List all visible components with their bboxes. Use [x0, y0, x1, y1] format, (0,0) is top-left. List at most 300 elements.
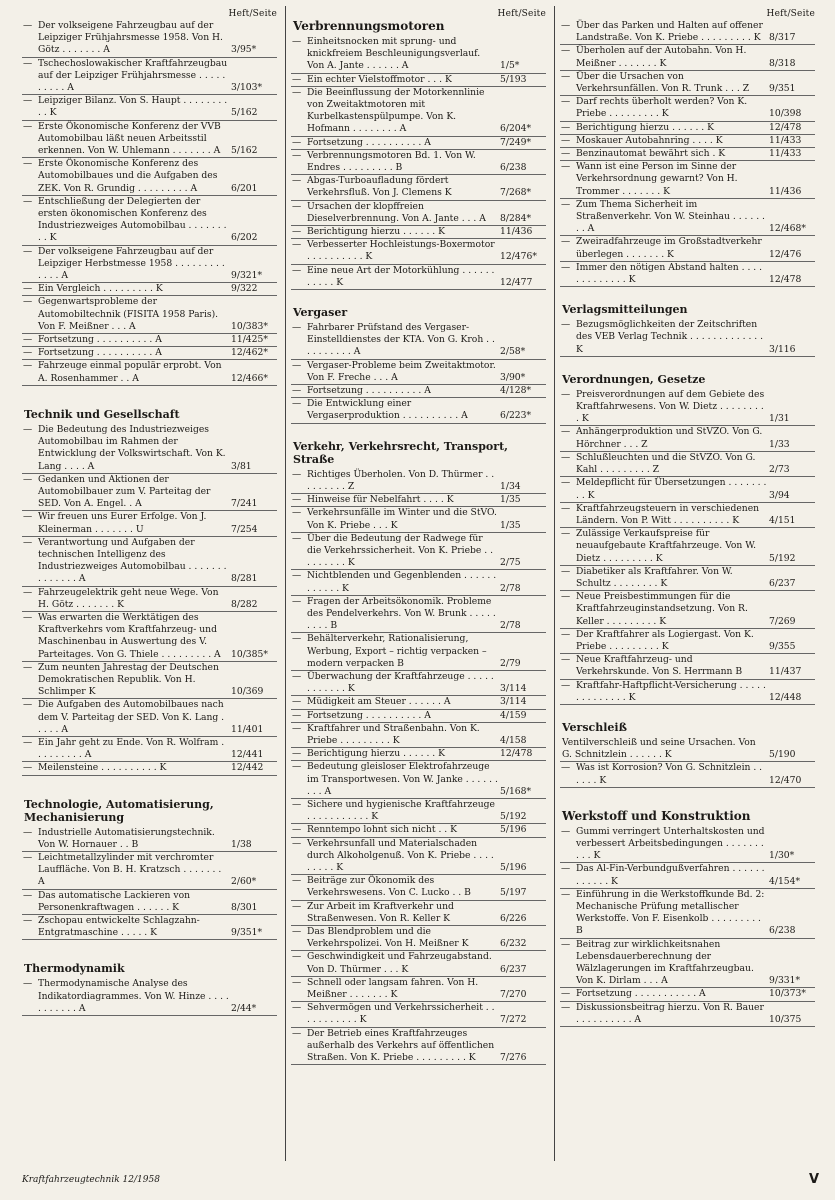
index-entry	[22, 662, 277, 700]
index-entry	[22, 587, 277, 612]
index-entry	[560, 426, 815, 451]
entry-title: Meldepflicht für Übersetzungen . . . . . . . . . K	[576, 477, 767, 501]
entry-title: Zschopau entwickelte Schlagzahn-Entgratmaschine . . . . . K	[38, 915, 200, 939]
entry-title: Diskussionsbeitrag hierzu. Von R. Bauer . . . . . . . . . . A	[576, 1001, 764, 1025]
entry-dash: —	[292, 709, 302, 721]
index-entry	[291, 1002, 546, 1027]
entry-dash: —	[292, 748, 302, 760]
index-entry	[560, 939, 815, 989]
index-entry	[291, 951, 546, 976]
entry-issue-page: 12/477	[500, 276, 533, 288]
entry-dash: —	[23, 347, 33, 359]
entry-dash: —	[23, 915, 33, 926]
index-entry	[560, 654, 815, 679]
column-divider	[554, 6, 555, 1161]
entry-title: Der volkseigene Fahrzeugbau auf der Leipziger Herbstmesse 1958 . . . . . . . . . . . . . A	[38, 245, 225, 282]
entry-issue-page: 6/232	[500, 938, 527, 950]
entry-title: Fortsetzung . . . . . . . . . . A	[307, 385, 431, 397]
index-entry	[22, 474, 277, 512]
entry-dash: —	[292, 798, 302, 810]
entry-issue-page: 1/33	[769, 438, 790, 450]
entry-issue-page: 12/478	[769, 274, 802, 286]
entry-title: Moskauer Autobahnring . . . . K	[576, 134, 723, 146]
entry-title: Kraftfahr-Haftpflicht-Versicherung . . . . . . . . . . . . . . K	[576, 679, 766, 703]
index-entry	[22, 360, 277, 385]
entry-dash: —	[23, 826, 33, 838]
entry-issue-page: 6/202	[231, 232, 258, 244]
index-entry	[291, 696, 546, 709]
entry-dash: —	[561, 236, 571, 248]
section-gap	[560, 788, 815, 810]
entry-dash: —	[292, 900, 302, 912]
section-gap	[560, 287, 815, 303]
entry-dash: —	[23, 20, 33, 31]
index-entry	[291, 137, 546, 150]
index-entry	[22, 915, 277, 940]
entry-dash: —	[23, 473, 33, 485]
entry-title: Die Bedeutung des Industriezweiges Automobilbau im Rahmen der Entwicklung der Volkswirtschaft. Von K. Lang . . . . A	[38, 423, 226, 472]
entry-dash: —	[292, 398, 302, 410]
entry-title: Die Entwicklung einer Vergaserproduktion . . . . . . . . . . A	[307, 398, 468, 422]
entry-issue-page: 9/322	[231, 283, 258, 295]
entry-dash: —	[292, 670, 302, 682]
entry-dash: —	[23, 283, 33, 295]
entry-dash: —	[561, 70, 571, 82]
entry-issue-page: 10/373*	[769, 988, 806, 1000]
entry-issue-page: 8/301	[231, 901, 258, 913]
entry-title: Müdigkeit am Steuer . . . . . . A	[307, 696, 451, 708]
entry-title: Fragen der Arbeitsökonomik. Probleme des Pendelverkehrs. Von W. Brunk . . . . . . . . . B	[307, 595, 496, 632]
index-column-2	[291, 8, 546, 1158]
entry-title: Erste Ökonomische Konferenz des Automobilbaues und die Aufgaben des ZEK. Von R. Grundig . . . . . . . . . A	[38, 158, 218, 194]
section-gap	[22, 386, 277, 408]
entry-dash: —	[292, 264, 302, 276]
entry-title: Geschwindigkeit und Fahrzeugabstand. Von D. Thürmer . . . K	[307, 951, 492, 975]
entry-issue-page: 5/196	[500, 824, 527, 836]
entry-issue-page: 11/436	[500, 226, 533, 238]
entry-issue-page: 12/470	[769, 774, 802, 786]
entry-title: Tschechoslowakischer Kraftfahrzeugbau auf der Leipziger Frühjahrsmesse . . . . . . . . . . A	[38, 57, 228, 94]
entry-title: Sehvermögen und Verkehrssicherheit . . . . . . . . . . . K	[307, 1002, 495, 1026]
entry-dash: —	[23, 661, 33, 673]
index-entry	[291, 671, 546, 696]
entry-dash: —	[23, 296, 33, 308]
entry-dash: —	[292, 239, 302, 251]
entry-title: Überwachung der Kraftfahrzeuge . . . . . . . . . . . . K	[307, 670, 494, 695]
index-column-3	[560, 8, 815, 1158]
entry-title: Darf rechts überholt werden? Von K. Priebe . . . . . . . . . K	[576, 96, 748, 120]
entry-issue-page: 6/223*	[500, 410, 532, 422]
entry-dash: —	[292, 468, 302, 480]
entry-title: Was erwarten die Werktätigen des Kraftverkehrs vom Kraftfahrzeug- und Maschinenbau in Auswertung des V. Parteitages. Von G. Thiele . . . . . . . . . A	[38, 611, 221, 660]
entry-dash: —	[292, 136, 302, 148]
index-entry	[560, 591, 815, 629]
entry-dash: —	[561, 591, 571, 603]
entry-title: Über die Ursachen von Verkehrsunfällen. Von R. Trunk . . . Z	[576, 70, 750, 95]
column-divider	[285, 6, 286, 1161]
entry-issue-page: 12/462*	[231, 347, 268, 359]
entry-dash: —	[23, 158, 33, 170]
entry-title: Fahrzeuge einmal populär erprobt. Von A. Rosenhammer . . A	[38, 360, 222, 384]
index-entry	[291, 824, 546, 837]
index-entry	[22, 852, 277, 890]
index-entry	[560, 826, 815, 864]
entry-issue-page: 6/237	[500, 963, 527, 975]
entry-dash: —	[561, 426, 571, 438]
entry-issue-page: 7/270	[500, 989, 527, 1001]
index-entry	[560, 199, 815, 237]
entry-issue-page: 3/103*	[231, 82, 263, 94]
entry-dash: —	[561, 451, 571, 463]
entry-dash: —	[292, 722, 302, 734]
entry-issue-page: 1/30*	[769, 850, 795, 862]
entry-issue-page: 5/192	[769, 552, 796, 564]
entry-title: Berichtigung hierzu . . . . . . K	[307, 748, 446, 760]
entry-title: Leichtmetallzylinder mit verchromter Lauffläche. Von B. H. Kratzsch . . . . . . . A	[38, 851, 222, 888]
entry-title: Einheitsnocken mit sprung- und knickfreiem Beschleunigungsverlauf. Von A. Jante . . . . . . A	[307, 36, 481, 72]
index-entry	[22, 95, 277, 120]
index-entry	[22, 347, 277, 360]
entry-title: Die Beeinflussung der Motorkennlinie von Zweitaktmotoren mit Kurbelkastenspülpumpe. Von K. Hofmann . . . . . . . . A	[307, 86, 485, 135]
entry-issue-page: 2/75	[500, 557, 521, 569]
index-entry	[291, 901, 546, 926]
column-header: Heft/Seite	[228, 9, 277, 19]
entry-title: Schnell oder langsam fahren. Von H. Meißner . . . . . . . K	[307, 976, 479, 1001]
entry-title: Der Betrieb eines Kraftfahrzeuges außerhalb des Verkehrs auf öffentlichen Straßen. Von K. Priebe . . . . . . . . . K	[307, 1027, 495, 1064]
index-entry	[22, 762, 277, 775]
entry-title: Anhängerproduktion und StVZO. Von G. Hörchner . . . Z	[576, 426, 763, 450]
index-entry	[291, 570, 546, 595]
section-heading: Verbrennungsmotoren	[293, 19, 445, 33]
entry-issue-page: 8/281	[231, 573, 258, 585]
entry-issue-page: 12/476	[769, 248, 802, 260]
entry-issue-page: 7/276	[500, 1052, 527, 1064]
entry-dash: —	[561, 888, 571, 900]
index-entry	[560, 262, 815, 287]
index-entry	[291, 398, 546, 423]
entry-dash: —	[561, 825, 571, 837]
entry-title: Gegenwartsprobleme der Automobiltechnik (FISITA 1958 Paris). Von F. Meißner . . . A	[38, 296, 219, 332]
entry-dash: —	[292, 175, 302, 187]
entry-title: Sichere und hygienische Kraftfahrzeuge . . . . . . . . . . . K	[307, 798, 495, 823]
entry-title: Das Al-Fin-Verbundgußverfahren . . . . . . . . . . . . K	[576, 863, 765, 887]
entry-title: Zum neunten Jahrestag der Deutschen Demokratischen Republik. Von H. Schlimper K	[38, 661, 219, 698]
entry-dash: —	[292, 761, 302, 773]
entry-title: Verbrennungsmotoren Bd. 1. Von W. Endres . . . . . . . . . B	[307, 149, 476, 174]
entry-title: Preisverordnungen auf dem Gebiete des Kraftfahrwesens. Von W. Dietz . . . . . . . . . K	[576, 388, 765, 425]
entry-title: Bedeutung gleisloser Elektrofahrzeuge im Transportwesen. Von W. Janke . . . . . . . . . A	[307, 761, 498, 797]
index-entry	[291, 838, 546, 876]
section-gap	[22, 940, 277, 962]
entry-title: Ein Vergleich . . . . . . . . . K	[38, 283, 163, 295]
entry-title: Ein echter Vielstoffmotor . . . K	[307, 73, 452, 85]
entry-title: Hinweise für Nebelfahrt . . . . K	[307, 494, 454, 506]
index-entry	[291, 322, 546, 360]
entry-issue-page: 1/35	[500, 519, 521, 531]
index-entry	[560, 680, 815, 705]
index-entry	[291, 201, 546, 226]
entry-issue-page: 9/321*	[231, 270, 263, 282]
entry-issue-page: 11/437	[769, 666, 802, 678]
entry-title: Behälterverkehr, Rationalisierung, Werbung, Export – richtig verpacken – modern verpacken B	[307, 633, 487, 669]
entry-dash: —	[561, 938, 571, 950]
entry-issue-page: 6/226	[500, 912, 527, 924]
index-entry	[560, 389, 815, 427]
entry-issue-page: 4/151	[769, 514, 796, 526]
entry-dash: —	[23, 195, 33, 207]
index-entry	[22, 612, 277, 662]
entry-dash: —	[23, 120, 33, 132]
entry-dash: —	[561, 261, 571, 273]
entry-title: Wann ist eine Person im Sinne der Verkehrsordnung gewarnt? Von H. Trommer . . . . . . . K	[576, 161, 738, 197]
entry-dash: —	[292, 976, 302, 988]
section-heading: Verordnungen, Gesetze	[562, 372, 706, 386]
entry-title: Zum Thema Sicherheit im Straßenverkehr. Von W. Steinhau . . . . . . . . A	[576, 198, 765, 235]
entry-issue-page: 7/249*	[500, 136, 532, 148]
entry-dash: —	[561, 161, 571, 173]
entry-issue-page: 4/154*	[769, 875, 801, 887]
entry-title: Beiträge zur Ökonomik des Verkehrswesens. Von C. Lucko . . B	[307, 875, 471, 899]
column-header: Heft/Seite	[766, 9, 815, 19]
entry-dash: —	[292, 200, 302, 212]
entry-dash: —	[561, 565, 571, 577]
index-entry	[291, 175, 546, 200]
index-entry	[22, 737, 277, 762]
entry-title: Benzinautomat bewährt sich . K	[576, 148, 726, 160]
index-entry	[291, 385, 546, 398]
entry-title: Kraftfahrzeugsteuern in verschiedenen Ländern. Von P. Witt . . . . . . . . . . K	[576, 502, 760, 526]
entry-dash: —	[561, 988, 571, 1000]
index-entry	[22, 121, 277, 159]
entry-dash: —	[561, 388, 571, 400]
entry-dash: —	[561, 628, 571, 640]
index-entry	[560, 566, 815, 591]
index-entry	[560, 20, 815, 45]
index-entry	[291, 469, 546, 494]
entry-title: Fortsetzung . . . . . . . . . . A	[307, 709, 431, 721]
entry-dash: —	[23, 95, 33, 107]
entry-dash: —	[561, 1001, 571, 1013]
section-gap	[291, 290, 546, 306]
entry-dash: —	[292, 149, 302, 161]
index-entry	[560, 45, 815, 70]
index-entry	[291, 360, 546, 385]
entry-issue-page: 6/201	[231, 182, 258, 194]
index-entry	[560, 122, 815, 135]
entry-dash: —	[561, 148, 571, 160]
entry-dash: —	[292, 494, 302, 506]
entry-dash: —	[561, 198, 571, 210]
entry-dash: —	[561, 134, 571, 146]
index-entry	[291, 265, 546, 290]
entry-title: Über das Parken und Halten auf offener Landstraße. Von K. Priebe . . . . . . . . . K	[576, 20, 763, 44]
entry-dash: —	[292, 86, 302, 98]
index-entry	[22, 334, 277, 347]
index-entry	[560, 503, 815, 528]
entry-title: Meilensteine . . . . . . . . . . K	[38, 762, 167, 774]
entry-title: Kraftfahrer und Straßenbahn. Von K. Priebe . . . . . . . . . K	[307, 722, 480, 746]
index-entry	[22, 246, 277, 284]
entry-issue-page: 8/318	[769, 57, 796, 69]
entry-issue-page: 6/238	[769, 925, 796, 937]
entry-issue-page: 7/241	[231, 498, 258, 510]
entry-dash: —	[292, 507, 302, 519]
index-entry	[22, 296, 277, 334]
entry-title: Thermodynamische Analyse des Indikatordiagrammes. Von W. Hinze . . . . . . . . . . . A	[38, 978, 229, 1014]
section-heading: Thermodynamik	[24, 962, 125, 976]
entry-issue-page: 11/433	[769, 148, 802, 160]
index-entry	[560, 762, 815, 787]
entry-dash: —	[23, 699, 33, 711]
entry-dash: —	[23, 851, 33, 863]
entry-dash: —	[561, 121, 571, 133]
entry-title: Die Aufgaben des Automobilbaues nach dem V. Parteitag der SED. Von K. Lang . . . . . A	[38, 699, 225, 735]
index-entry	[560, 629, 815, 654]
entry-dash: —	[23, 245, 33, 257]
entry-issue-page: 10/398	[769, 108, 802, 120]
entry-issue-page: 1/34	[500, 480, 521, 492]
index-entry	[22, 20, 277, 58]
entry-issue-page: 12/448	[769, 691, 802, 703]
section-gap	[291, 424, 546, 440]
index-entry	[560, 452, 815, 477]
entry-issue-page: 7/268*	[500, 187, 532, 199]
entry-dash: —	[23, 611, 33, 623]
section-heading: Technologie, Automatisierung, Mechanisierung	[24, 797, 214, 824]
journal-footer: Kraftfahrzeugtechnik 12/1958	[22, 1175, 160, 1185]
entry-title: Zur Arbeit im Kraftverkehr und Straßenwesen. Von R. Keller K	[307, 900, 454, 924]
entry-title: Was ist Korrosion? Von G. Schnitzlein . . . . . . K	[576, 762, 763, 786]
index-entry	[22, 511, 277, 536]
entry-issue-page: 11/401	[231, 723, 264, 735]
index-entry	[560, 889, 815, 939]
entry-dash: —	[292, 570, 302, 582]
entry-title: Gedanken und Aktionen der Automobilbauer zum V. Parteitag der SED. Von A. Engel. . A	[38, 473, 211, 510]
entry-issue-page: 11/436	[769, 185, 802, 197]
entry-issue-page: 2/58*	[500, 346, 526, 358]
entry-issue-page: 7/254	[231, 523, 258, 535]
index-entry	[291, 150, 546, 175]
entry-issue-page: 1/38	[231, 838, 252, 850]
entry-dash: —	[292, 73, 302, 85]
entry-issue-page: 1/35	[500, 494, 521, 506]
entry-dash: —	[292, 875, 302, 887]
entry-dash: —	[23, 536, 33, 548]
index-entry	[22, 58, 277, 96]
index-entry	[291, 926, 546, 951]
entry-title: Nichtblenden und Gegenblenden . . . . . . . . . . . . K	[307, 570, 497, 594]
entry-issue-page: 3/90*	[500, 371, 526, 383]
entry-issue-page: 8/317	[769, 32, 796, 44]
section-gap	[22, 776, 277, 798]
page-number: V	[808, 1172, 819, 1187]
index-entry	[291, 761, 546, 799]
entry-title: Fortsetzung . . . . . . . . . . A	[307, 136, 431, 148]
index-entry	[560, 863, 815, 888]
entry-issue-page: 6/204*	[500, 123, 532, 135]
entry-title: Berichtigung hierzu . . . . . . K	[307, 226, 446, 238]
entry-issue-page: 9/351	[769, 83, 796, 95]
entry-issue-page: 5/193	[500, 73, 527, 85]
entry-issue-page: 9/331*	[769, 975, 801, 987]
index-entry	[560, 71, 815, 96]
index-entry	[22, 196, 277, 246]
entry-dash: —	[561, 863, 571, 875]
index-entry	[560, 737, 815, 762]
section-heading: Vergaser	[293, 306, 348, 320]
index-entry	[291, 74, 546, 87]
index-entry	[22, 424, 277, 474]
entry-issue-page: 12/468*	[769, 223, 806, 235]
entry-title: Fortsetzung . . . . . . . . . . A	[38, 347, 162, 359]
entry-dash: —	[23, 423, 33, 435]
entry-issue-page: 3/114	[500, 696, 527, 708]
index-entry	[291, 1028, 546, 1066]
entry-issue-page: 4/159	[500, 709, 527, 721]
entry-dash: —	[292, 532, 302, 544]
entry-title: Der Kraftfahrer als Logiergast. Von K. Priebe . . . . . . . . . K	[576, 628, 754, 652]
entry-issue-page: 2/73	[769, 464, 790, 476]
entry-title: Schlußleuchten und die StVZO. Von G. Kahl . . . . . . . . . Z	[576, 451, 756, 476]
entry-issue-page: 12/478	[769, 121, 802, 133]
entry-dash: —	[23, 511, 33, 523]
index-entry	[291, 799, 546, 824]
entry-issue-page: 1/31	[769, 413, 790, 425]
entry-issue-page: 3/95*	[231, 44, 257, 56]
entry-title: Eine neue Art der Motorkühlung . . . . . . . . . . . K	[307, 264, 495, 288]
entry-issue-page: 12/476*	[500, 251, 537, 263]
entry-title: Fahrbarer Prüfstand des Vergaser-Einstelldienstes der KTA. Von G. Kroh . . . . . . . . . . A	[307, 322, 495, 358]
index-entry	[22, 158, 277, 196]
entry-title: Immer den nötigen Abstand halten . . . . . . . . . . . . . K	[576, 261, 763, 286]
entry-title: Ein Jahr geht zu Ende. Von R. Wolfram . . . . . . . . . A	[38, 736, 225, 761]
entry-title: Leipziger Bilanz. Von S. Haupt . . . . . . . . . . K	[38, 95, 228, 119]
entry-dash: —	[561, 762, 571, 774]
entry-issue-page: 5/162	[231, 107, 258, 119]
entry-title: Zulässige Verkaufspreise für neuaufgebaute Kraftfahrzeuge. Von W. Dietz . . . . . . . . . K	[576, 528, 756, 564]
index-entry	[291, 494, 546, 507]
entry-issue-page: 11/433	[769, 134, 802, 146]
index-entry	[291, 226, 546, 239]
index-entry	[291, 977, 546, 1002]
index-entry	[22, 978, 277, 1016]
index-entry	[291, 36, 546, 74]
entry-issue-page: 2/78	[500, 620, 521, 632]
entry-issue-page: 6/238	[500, 162, 527, 174]
entry-issue-page: 4/158	[500, 734, 527, 746]
index-entry	[291, 875, 546, 900]
index-entry	[560, 1002, 815, 1027]
entry-title: Erste Ökonomische Konferenz der VVB Automobilbau läßt neuen Arbeitsstil erkennen. Von W. Uhlemann . . . . . . . A	[38, 120, 221, 157]
entry-issue-page: 8/284*	[500, 212, 532, 224]
index-entry	[291, 596, 546, 634]
entry-title: Verkehrsunfälle im Winter und die StVO. Von K. Priebe . . . K	[307, 507, 497, 531]
section-heading: Verschleiß	[562, 720, 627, 734]
entry-title: Diabetiker als Kraftfahrer. Von W. Schultz . . . . . . . . K	[576, 565, 733, 589]
section-heading: Verkehr, Verkehrsrecht, Transport, Straße	[293, 439, 508, 466]
entry-issue-page: 10/385*	[231, 648, 268, 660]
entry-issue-page: 9/355	[769, 640, 796, 652]
entry-dash: —	[292, 633, 302, 645]
entry-title: Fortsetzung . . . . . . . . . . . A	[576, 988, 706, 1000]
entry-issue-page: 5/162	[231, 145, 258, 157]
entry-dash: —	[23, 334, 33, 346]
entry-title: Das Blendproblem und die Verkehrspolizei. Von H. Meißner K	[307, 926, 469, 950]
entry-title: Ventilverschleiß und seine Ursachen. Von G. Schnitzlein . . . . . . K	[562, 736, 756, 761]
index-entry	[560, 135, 815, 148]
entry-dash: —	[23, 889, 33, 901]
entry-title: Verantwortung und Aufgaben der technischen Intelligenz des Industriezweiges Automobilbau . . . . . . . . . . . . . . A	[38, 536, 227, 585]
